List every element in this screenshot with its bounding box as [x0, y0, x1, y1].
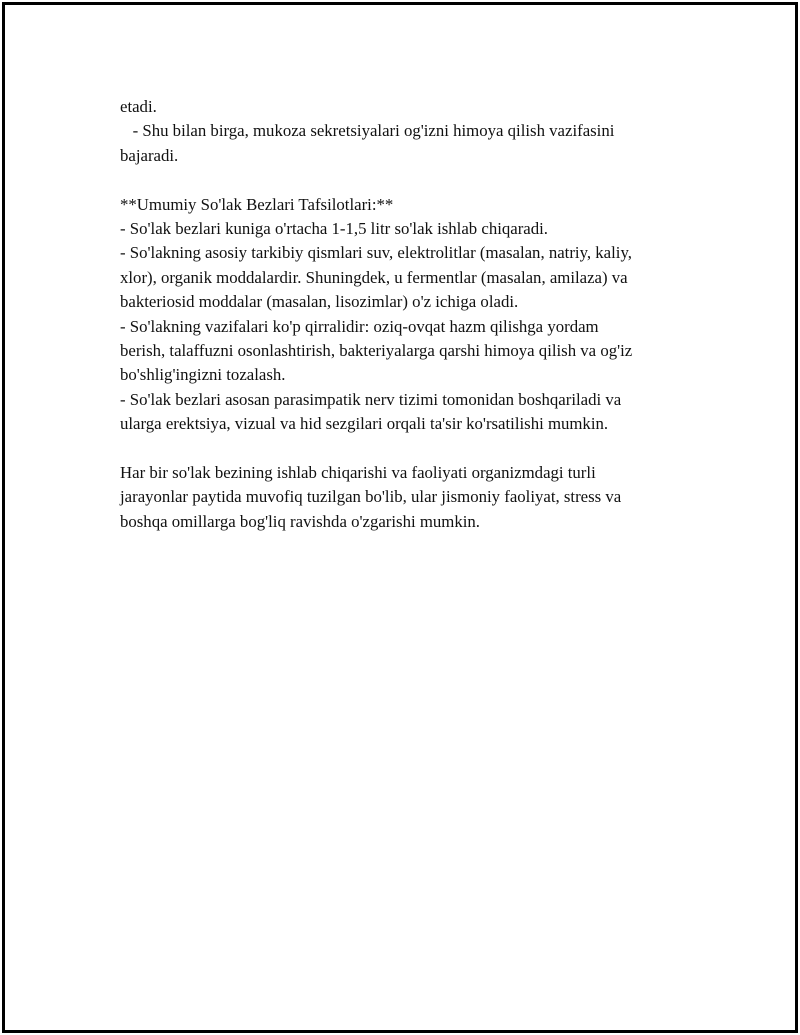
text-line: berish, talaffuzni osonlashtirish, bakteriyalarga qarshi himoya qilish va og'iz [120, 341, 633, 361]
text-line: bakteriosid moddalar (masalan, lisozimlar) o'z ichiga oladi. [120, 292, 519, 312]
text-line: bo'shlig'ingizni tozalash. [120, 365, 286, 385]
text-line: - Shu bilan birga, mukoza sekretsiyalari og'izni himoya qilish vazifasini [120, 121, 615, 141]
document-body [120, 95, 700, 534]
text-line: ularga erektsiya, vizual va hid sezgilari orqali ta'sir ko'rsatilishi mumkin. [120, 414, 609, 434]
text-line: etadi. [120, 97, 157, 116]
text-line: xlor), organik moddalardir. Shuningdek, u fermentlar (masalan, amilaza) va [120, 267, 628, 287]
text-line: boshqa omillarga bog'liq ravishda o'zgarishi mumkin. [120, 511, 480, 531]
text-line: - So'lakning asosiy tarkibiy qismlari suv, elektrolitlar (masalan, natriy, kaliy, [120, 243, 632, 263]
text-line: jarayonlar paytida muvofiq tuzilgan bo'lib, ular jismoniy faoliyat, stress va [120, 487, 622, 507]
text-line: - So'lakning vazifalari ko'p qirralidir: oziq-ovqat hazm qilishga yordam [120, 316, 599, 336]
section-heading: **Umumiy So'lak Bezlari Tafsilotlari:** [120, 194, 394, 214]
text-line: - So'lak bezlari kuniga o'rtacha 1-1,5 litr so'lak ishlab chiqaradi. [120, 219, 549, 239]
text-line: bajaradi. [120, 145, 179, 165]
paragraph-gap [120, 437, 700, 461]
text-line: - So'lak bezlari asosan parasimpatik nerv tizimi tomonidan boshqariladi va [120, 389, 622, 409]
text-line: Har bir so'lak bezining ishlab chiqarishi va faoliyati organizmdagi turli [120, 463, 596, 483]
document-page [2, 2, 798, 1033]
paragraph-gap [120, 168, 700, 192]
